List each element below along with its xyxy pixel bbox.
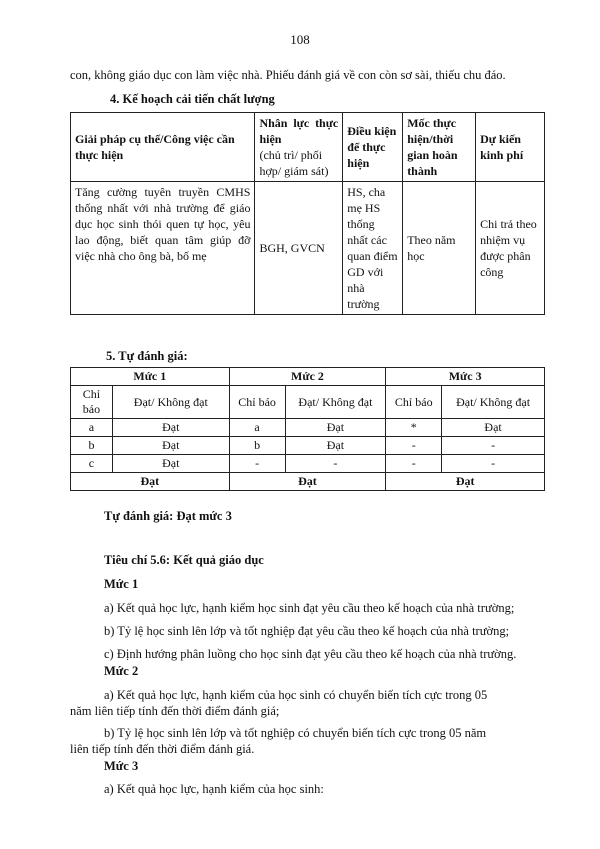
table-row bbox=[71, 437, 545, 455]
l2-indicator-header: Chỉ báo bbox=[229, 386, 285, 419]
l3-result: - bbox=[442, 437, 545, 455]
level-1-item-c: c) Định hướng phân luồng cho học sinh đạt yêu cầu theo kế hoạch của nhà trường. bbox=[104, 647, 517, 661]
l2-total: Đạt bbox=[229, 473, 386, 491]
criterion-title: Tiêu chí 5.6: Kết quả giáo dục bbox=[104, 553, 264, 567]
plan-header-row bbox=[71, 113, 545, 182]
level-2-item-a-line1: a) Kết quả học lực, hạnh kiểm của học sinh có chuyển biến tích cực trong 05 bbox=[104, 688, 488, 702]
l1-total: Đạt bbox=[71, 473, 230, 491]
page-number: 108 bbox=[290, 32, 310, 47]
l2-indicator: a bbox=[229, 419, 285, 437]
l3-indicator: - bbox=[386, 455, 442, 473]
improvement-plan-table bbox=[70, 112, 545, 315]
header-conditions: Điều kiện để thực hiện bbox=[343, 113, 403, 182]
level-2-label: Mức 2 bbox=[104, 664, 139, 678]
l1-indicator-header: Chỉ báo bbox=[71, 386, 113, 419]
plan-staff-cell: BGH, GVCN bbox=[255, 182, 343, 315]
plan-timeline-cell: Theo năm học bbox=[403, 182, 476, 315]
section-5-heading: 5. Tự đánh giá: bbox=[106, 349, 188, 363]
plan-solution-cell: Tăng cường tuyên truyền CMHS thống nhất với nhà trường để giáo dục học sinh thói quen tự học, yêu lao động, biết quan tâm giúp đỡ việc nhà cho ông bà, bố mẹ bbox=[71, 182, 255, 315]
l2-indicator: - bbox=[229, 455, 285, 473]
level-1-item-b: b) Tỷ lệ học sinh lên lớp và tốt nghiệp đạt yêu cầu theo kế hoạch của nhà trường; bbox=[104, 624, 510, 638]
intro-paragraph-line: con, không giáo dục con làm việc nhà. Phiếu đánh giá về con còn sơ sài, thiếu chu đáo. bbox=[70, 68, 506, 82]
l3-indicator-header: Chỉ báo bbox=[386, 386, 442, 419]
totals-row bbox=[71, 473, 545, 491]
section-4-heading: 4. Kế hoạch cải tiến chất lượng bbox=[110, 92, 275, 106]
l1-result: Đạt bbox=[112, 419, 229, 437]
l3-result: Đạt bbox=[442, 419, 545, 437]
l1-indicator: c bbox=[71, 455, 113, 473]
level-3-item-a: a) Kết quả học lực, hạnh kiểm của học sinh: bbox=[104, 782, 324, 796]
level-2-item-a-line2: năm liên tiếp tính đến thời điểm đánh giá; bbox=[70, 704, 280, 718]
l2-indicator: b bbox=[229, 437, 285, 455]
level-1-header: Mức 1 bbox=[71, 368, 230, 386]
table-row bbox=[71, 419, 545, 437]
header-timeline: Mốc thực hiện/thời gian hoàn thành bbox=[403, 113, 476, 182]
table-row bbox=[71, 455, 545, 473]
header-staff-note: (chủ trì/ phối hợp/ giám sát) bbox=[259, 148, 329, 178]
l1-result: Đạt bbox=[112, 455, 229, 473]
self-evaluation-table bbox=[70, 367, 545, 491]
level-2-item-b-line2: liên tiếp tính đến thời điểm đánh giá. bbox=[70, 742, 255, 756]
l2-result: Đạt bbox=[285, 437, 386, 455]
column-header-row bbox=[71, 386, 545, 419]
level-2-item-b-line1: b) Tỷ lệ học sinh lên lớp và tốt nghiệp có chuyển biến tích cực trong 05 năm bbox=[104, 726, 487, 740]
header-solution: Giải pháp cụ thể/Công việc cần thực hiện bbox=[71, 113, 255, 182]
header-staff-title: Nhân lực thực hiện bbox=[259, 116, 339, 146]
level-1-item-a: a) Kết quả học lực, hạnh kiểm học sinh đạt yêu cầu theo kế hoạch của nhà trường; bbox=[104, 601, 515, 615]
l2-result: Đạt bbox=[285, 419, 386, 437]
header-staff bbox=[255, 113, 343, 182]
l2-result: - bbox=[285, 455, 386, 473]
level-header-row bbox=[71, 368, 545, 386]
self-eval-conclusion: Tự đánh giá: Đạt mức 3 bbox=[104, 509, 232, 523]
header-budget: Dự kiến kinh phí bbox=[476, 113, 545, 182]
l3-result: - bbox=[442, 455, 545, 473]
plan-row bbox=[71, 182, 545, 315]
l3-indicator: - bbox=[386, 437, 442, 455]
l1-indicator: b bbox=[71, 437, 113, 455]
l3-result-header: Đạt/ Không đạt bbox=[442, 386, 545, 419]
l1-result-header: Đạt/ Không đạt bbox=[112, 386, 229, 419]
l2-result-header: Đạt/ Không đạt bbox=[285, 386, 386, 419]
level-3-header: Mức 3 bbox=[386, 368, 545, 386]
level-2-header: Mức 2 bbox=[229, 368, 386, 386]
l3-total: Đạt bbox=[386, 473, 545, 491]
plan-conditions-cell: HS, cha mẹ HS thống nhất các quan điểm GD với nhà trường bbox=[343, 182, 403, 315]
l3-indicator: * bbox=[386, 419, 442, 437]
level-1-label: Mức 1 bbox=[104, 577, 139, 591]
l1-result: Đạt bbox=[112, 437, 229, 455]
l1-indicator: a bbox=[71, 419, 113, 437]
plan-budget-cell: Chi trả theo nhiệm vụ được phân công bbox=[476, 182, 545, 315]
level-3-label: Mức 3 bbox=[104, 759, 139, 773]
